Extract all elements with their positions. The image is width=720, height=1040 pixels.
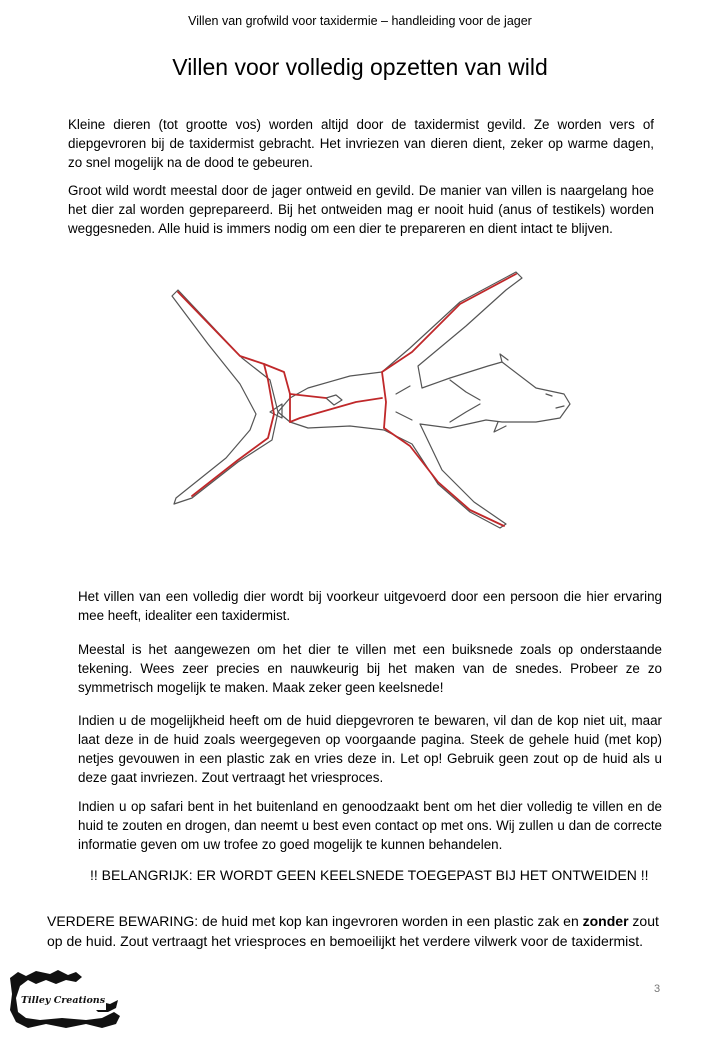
storage-text-after: zout op de huid. Zout vertraagt het vriesproces en bemoeilijkt het verdere vilwerk voor de taxidermist. — [47, 913, 659, 949]
body-paragraph-4: Indien u op safari bent in het buitenland en genoodzaakt bent om het dier volledig te villen en de huid te zouten en drogen, dan neemt u best even contact op met ons. Wij zullen u dan de correcte informatie geven om uw trofee zo goed mogelijk te kunnen behandelen. — [78, 799, 662, 852]
intro-paragraph-1: Kleine dieren (tot grootte vos) worden altijd door de taxidermist gevild. Ze worden vers of diepgevroren bij de taxidermist gebracht. Het invriezen van dieren dient, zeker op warme dagen, zo snel mogelijk na de dood te gebeuren. — [68, 117, 654, 170]
page-title: Villen voor volledig opzetten van wild — [172, 54, 548, 80]
cut-lines — [178, 274, 516, 526]
skinning-diagram — [150, 262, 590, 552]
intro-paragraph-2: Groot wild wordt meestal door de jager ontweid en gevild. De manier van villen is naargelang hoe het dier zal worden geprepareerd. Bij het ontweiden mag er nooit huid (anus of testikels) worden weggesneden. Alle huid is immers nodig om een dier te prepareren en dient intact te blijven. — [68, 183, 654, 236]
body-paragraph-1: Het villen van een volledig dier wordt bij voorkeur uitgevoerd door een persoon die hier ervaring mee heeft, idealiter een taxidermist. — [78, 589, 662, 623]
important-notice: !! BELANGRIJK: ER WORDT GEEN KEELSNEDE TOEGEPAST BIJ HET ONTWEIDEN !! — [90, 867, 649, 883]
body-paragraph-3: Indien u de mogelijkheid heeft om de huid diepgevroren te bewaren, vil dan de kop niet uit, maar laat deze in de huid zoals weergegeven op voorgaande pagina. Steek de gehele huid (met kop) netjes gevouwen in een plastic zak en vries deze in. Let op! Gebruik geen zout op de huid als u deze gaat invriezen. Zout vertraagt het vriesproces. — [78, 713, 662, 785]
logo-text: Tilley Creations — [20, 995, 106, 1006]
storage-instructions — [47, 911, 673, 951]
running-header: Villen van grofwild voor taxidermie – handleiding voor de jager — [188, 14, 532, 28]
tilley-creations-logo — [6, 968, 124, 1030]
storage-emphasis: zonder — [582, 913, 629, 929]
body-paragraph-2: Meestal is het aangewezen om het dier te villen met een buiksnede zoals op onderstaande tekening. Wees zeer precies en nauwkeurig bij het maken van de snedes. Probeer ze zo symmetrisch mogelijk te maken. Maak zeker geen keelsnede! — [78, 642, 662, 695]
storage-text-before: VERDERE BEWARING: de huid met kop kan ingevroren worden in een plastic zak en — [47, 913, 583, 929]
page-number: 3 — [654, 983, 661, 995]
